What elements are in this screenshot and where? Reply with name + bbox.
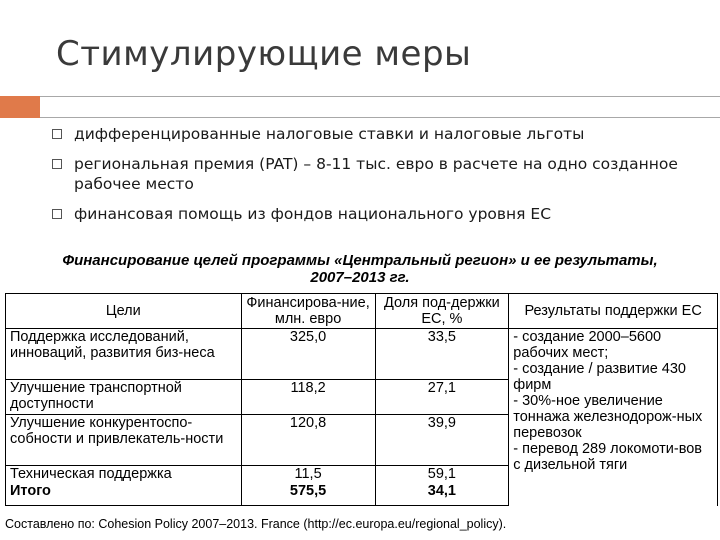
table-row xyxy=(6,329,718,380)
results-cell: - создание 2000–5600 рабочих мест; - создание / развитие 430 фирм - 30%-ное увеличение тоннажа железнодорож-ных перевозок - перевод 289 локомоти-вов с дизельной тяги xyxy=(509,329,718,506)
funding-cell: 120,8 xyxy=(241,415,375,466)
goal-cell: Улучшение транспортной доступности xyxy=(6,380,242,415)
bullet-text: дифференцированные налоговые ставки и налоговые льготы xyxy=(74,125,585,143)
goal-cell: Поддержка исследований, инноваций, развития биз-неса xyxy=(6,329,242,380)
total-share-cell: 34,1 xyxy=(375,483,509,506)
share-cell: 59,1 xyxy=(375,466,509,484)
title-accent-bar xyxy=(0,96,40,118)
funding-table xyxy=(5,293,718,506)
header-goals: Цели xyxy=(6,294,242,329)
total-funding-cell: 575,5 xyxy=(241,483,375,506)
table-title xyxy=(0,252,720,286)
square-bullet-icon xyxy=(52,209,62,219)
source-footnote: Составлено по: Cohesion Policy 2007–2013. France (http://ec.europa.eu/regional_policy). xyxy=(5,517,507,531)
table-title-line: 2007–2013 гг. xyxy=(310,269,410,286)
bullet-list xyxy=(52,124,702,234)
share-cell: 33,5 xyxy=(375,329,509,380)
header-funding: Финансирова-ние, млн. евро xyxy=(241,294,375,329)
header-eu-share: Доля под-держки ЕС, % xyxy=(375,294,509,329)
square-bullet-icon xyxy=(52,159,62,169)
share-cell: 39,9 xyxy=(375,415,509,466)
share-cell: 27,1 xyxy=(375,380,509,415)
total-label-cell: Итого xyxy=(6,483,242,506)
funding-cell: 11,5 xyxy=(241,466,375,484)
bullet-item xyxy=(52,154,702,194)
table-title-line: Финансирование целей программы «Центральный регион» и ее результаты, xyxy=(62,252,658,269)
square-bullet-icon xyxy=(52,129,62,139)
table-header-row xyxy=(6,294,718,329)
funding-cell: 325,0 xyxy=(241,329,375,380)
bullet-text: региональная премия (PAT) – 8-11 тыс. евро в расчете на одно созданное рабочее место xyxy=(74,155,678,193)
header-results: Результаты поддержки ЕС xyxy=(509,294,718,329)
funding-cell: 118,2 xyxy=(241,380,375,415)
bullet-item xyxy=(52,124,702,144)
goal-cell: Улучшение конкурентоспо-собности и привлекатель-ности xyxy=(6,415,242,466)
goal-cell: Техническая поддержка xyxy=(6,466,242,484)
title-divider xyxy=(40,96,720,118)
bullet-text: финансовая помощь из фондов национального уровня ЕС xyxy=(74,205,552,223)
bullet-item xyxy=(52,204,702,224)
slide-title: Стимулирующие меры xyxy=(56,34,472,74)
